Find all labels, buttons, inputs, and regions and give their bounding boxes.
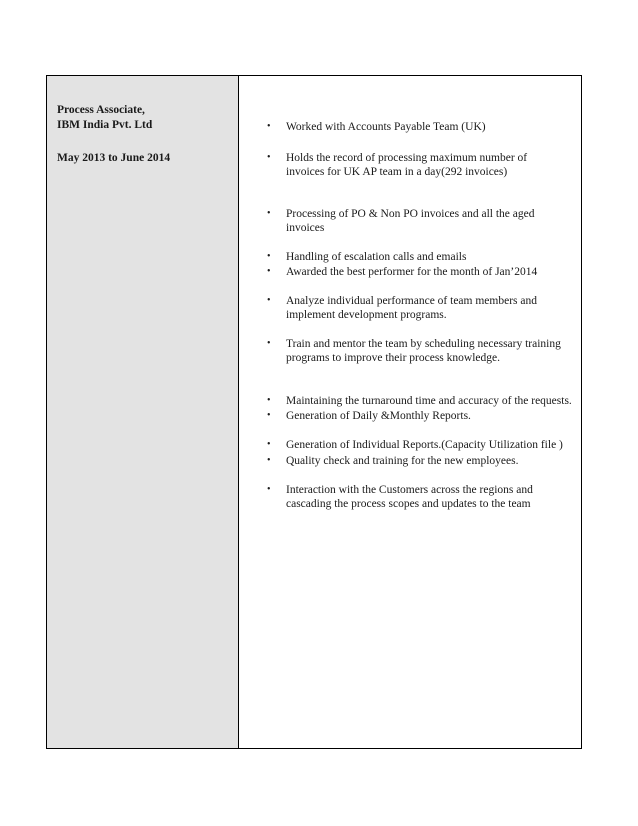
bullet-icon: • <box>267 152 271 163</box>
bullet-icon: • <box>267 251 271 262</box>
responsibility-item: • Generation of Daily &Monthly Reports. <box>267 410 471 422</box>
bullet-icon: • <box>267 208 271 219</box>
employment-period: May 2013 to June 2014 <box>57 152 171 164</box>
bullet-icon: • <box>267 484 271 495</box>
responsibility-item: • Awarded the best performer for the month of Jan’2014 <box>267 266 538 278</box>
bullet-icon: • <box>267 295 271 306</box>
responsibilities-cell <box>239 76 581 748</box>
experience-table <box>46 75 582 749</box>
responsibility-item: • Interaction with the Customers across the regions and cascading the process scopes and updates to the team <box>267 484 533 510</box>
responsibility-item: • Quality check and training for the new employees. <box>267 455 519 467</box>
bullet-icon: • <box>267 121 271 132</box>
bullet-icon: • <box>267 439 271 450</box>
job-role: Process Associate, <box>57 104 145 116</box>
responsibility-item: • Handling of escalation calls and emails <box>267 251 467 263</box>
responsibility-item: • Holds the record of processing maximum number of invoices for UK AP team in a day(292 invoices) <box>267 152 528 178</box>
bullet-icon: • <box>267 410 271 421</box>
bullet-icon: • <box>267 455 271 466</box>
responsibility-item: • Worked with Accounts Payable Team (UK) <box>267 121 486 133</box>
responsibility-item: • Train and mentor the team by scheduling necessary training programs to improve their process knowledge. <box>267 338 561 364</box>
responsibility-item: • Analyze individual performance of team members and implement development programs. <box>267 295 537 321</box>
bullet-icon: • <box>267 266 271 277</box>
bullet-icon: • <box>267 395 271 406</box>
responsibility-item: • Processing of PO & Non PO invoices and all the aged invoices <box>267 208 535 234</box>
company-name: IBM India Pvt. Ltd <box>57 119 153 131</box>
responsibility-item: • Generation of Individual Reports.(Capacity Utilization file ) <box>267 439 563 451</box>
job-summary-cell <box>47 76 239 748</box>
responsibility-item: • Maintaining the turnaround time and accuracy of the requests. <box>267 395 572 407</box>
bullet-icon: • <box>267 338 271 349</box>
